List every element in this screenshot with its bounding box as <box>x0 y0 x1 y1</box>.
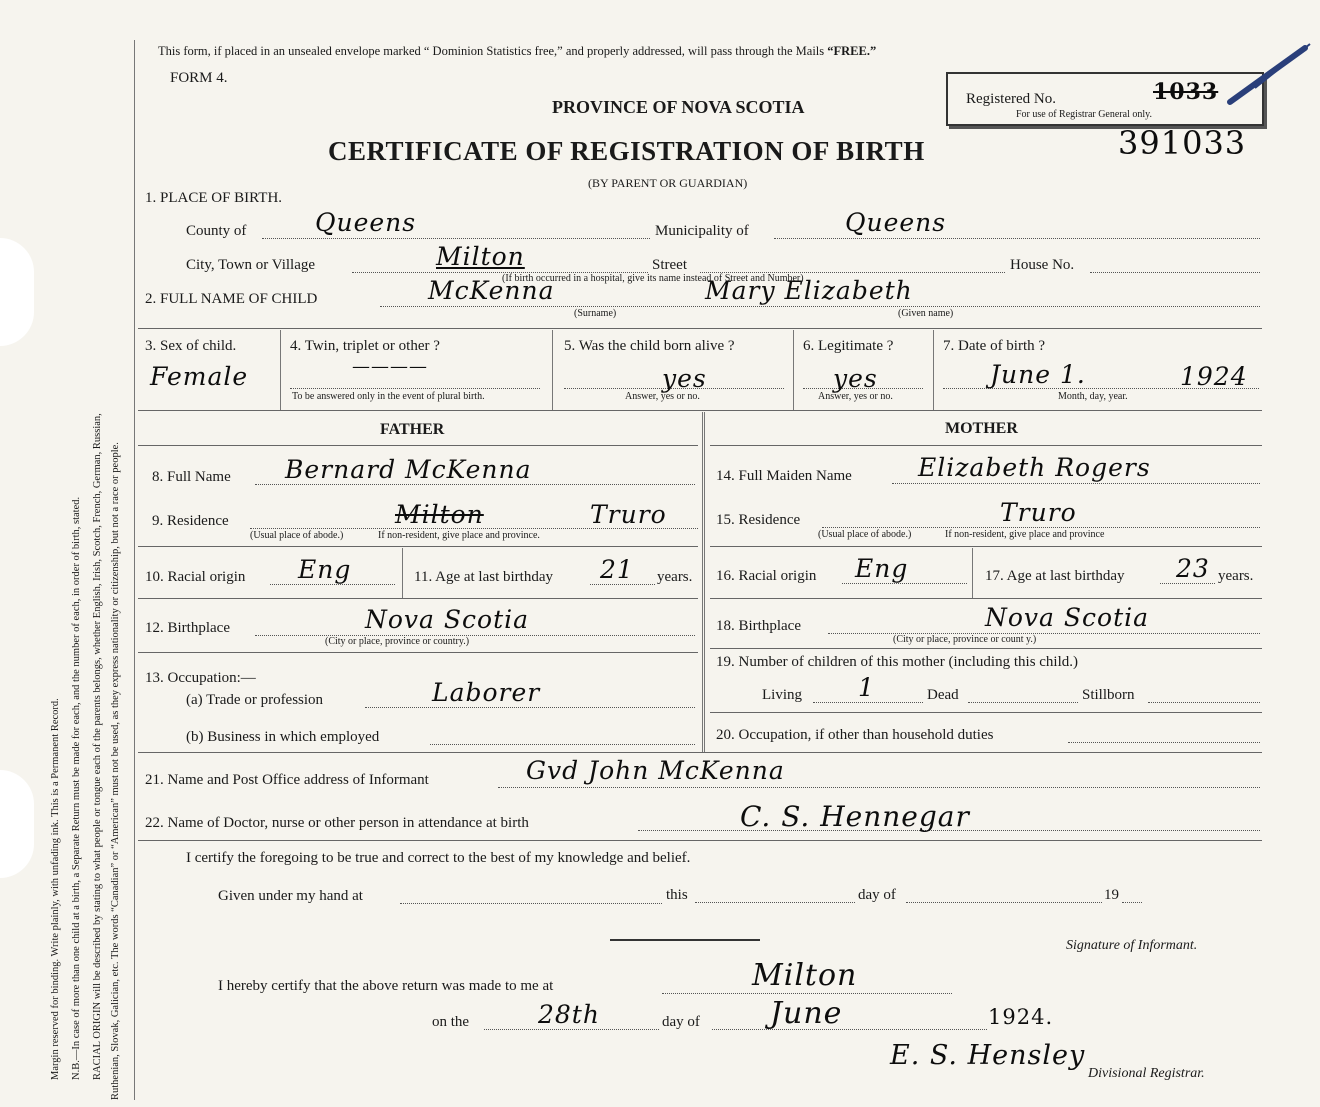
municipality-value: Queens <box>845 208 947 237</box>
mother-children-label: 19. Number of children of this mother (including this child.) <box>716 654 1079 670</box>
page-subtitle: (BY PARENT OR GUARDIAN) <box>588 176 748 190</box>
mother-residence: Truro <box>1000 498 1077 527</box>
father-birthplace: Nova Scotia <box>365 605 530 634</box>
pen-stroke-mark <box>1225 40 1315 110</box>
child-given-name: Mary Elizabeth <box>705 276 913 305</box>
twin-value: ———— <box>352 356 428 377</box>
twin-label: 4. Twin, triplet or other ? <box>290 338 440 354</box>
hereby-place: Milton <box>752 958 858 993</box>
registrar-use-note: For use of Registrar General only. <box>1016 109 1152 120</box>
margin-note-4: Ruthenian, Slovak, Galician, etc. The words “Canadian” or “American” must not be used, as they express nationality or citizenship, but not a race or people. <box>110 442 121 1100</box>
dob-month-day: June 1. <box>990 360 1086 389</box>
mail-note: This form, if placed in an unsealed envelope marked “ Dominion Statistics free,” and properly addressed, will pass through the Mails “FREE.” <box>158 44 877 58</box>
dob-note: Month, day, year. <box>1058 391 1128 402</box>
mother-name-label: 14. Full Maiden Name <box>716 468 852 484</box>
dead-label: Dead <box>927 687 959 703</box>
surname-caption: (Surname) <box>574 308 617 319</box>
father-birthplace-note: (City or place, province or country.) <box>325 636 470 647</box>
father-heading: FATHER <box>380 421 445 438</box>
hospital-note: (If birth occurred in a hospital, give its name instead of Street and Number) <box>502 273 804 284</box>
father-trade: Laborer <box>432 678 541 707</box>
city-value: Milton <box>436 242 525 271</box>
margin-note-1: Margin reserved for binding. Write plainly, with unfading ink. This is a Permanent Record. <box>50 698 61 1080</box>
legitimate-value: yes <box>833 364 878 393</box>
father-residence-struck: Milton <box>395 500 484 529</box>
on-the-label: on the <box>432 1014 470 1030</box>
registered-box <box>946 72 1264 126</box>
doctor-label: 22. Name of Doctor, nurse or other person in attendance at birth <box>145 815 529 831</box>
margin-note-3: RACIAL ORIGIN will be described by stating to what people or tongue each of the parents belongs, whether English, Irish, Scotch, French, German, Russian, <box>92 413 103 1080</box>
margin-note-2: N.B.—In case of more than one child at a birth, a Separate Return must be made for each, and the number of each, in order of birth, stated. <box>71 496 82 1080</box>
registered-label: Registered No. <box>966 91 1056 107</box>
parents-divider <box>702 412 705 752</box>
given-caption: (Given name) <box>898 308 954 319</box>
province-heading: PROVINCE OF NOVA SCOTIA <box>552 97 805 117</box>
mother-residence-note-b: If non-resident, give place and province <box>945 529 1105 540</box>
father-residence-note-b: If non-resident, give place and province. <box>378 530 540 541</box>
hereby-statement: I hereby certify that the above return was made to me at <box>218 978 554 994</box>
day-of-label: day of <box>858 887 896 903</box>
page-title: CERTIFICATE OF REGISTRATION OF BIRTH <box>328 136 925 166</box>
binding-hole-bottom <box>0 770 34 878</box>
registered-number: 1033 <box>1153 79 1219 105</box>
father-occupation-label: 13. Occupation:— <box>145 670 256 686</box>
mother-age: 23 <box>1176 554 1210 583</box>
city-label: City, Town or Village <box>186 257 316 273</box>
legitimate-label: 6. Legitimate ? <box>803 338 894 354</box>
given-under-label: Given under my hand at <box>218 888 363 904</box>
father-birthplace-label: 12. Birthplace <box>145 620 230 636</box>
registration-month: June <box>770 996 843 1031</box>
mother-birthplace-note: (City or place, province or count y.) <box>893 634 1037 645</box>
signature-informant-label: Signature of Informant. <box>1066 938 1198 953</box>
sex-label: 3. Sex of child. <box>145 338 237 354</box>
mother-occupation-label: 20. Occupation, if other than household duties <box>716 727 994 743</box>
father-age-label: 11. Age at last birthday <box>414 569 553 585</box>
certify-statement: I certify the foregoing to be true and correct to the best of my knowledge and belief. <box>186 850 691 866</box>
mother-age-unit: years. <box>1218 568 1254 584</box>
mother-birthplace-label: 18. Birthplace <box>716 618 801 634</box>
father-residence-note-a: (Usual place of abode.) <box>250 530 344 541</box>
registration-year: 1924. <box>988 1005 1054 1029</box>
day-of-label-2: day of <box>662 1014 700 1030</box>
alive-value: yes <box>662 364 707 393</box>
father-race: Eng <box>298 555 352 584</box>
child-surname: McKenna <box>428 276 555 305</box>
child-name-label: 2. FULL NAME OF CHILD <box>145 291 318 307</box>
divisional-registrar-label: Divisional Registrar. <box>1088 1066 1205 1081</box>
county-label: County of <box>186 223 247 239</box>
father-age-unit: years. <box>657 569 693 585</box>
informant-label: 21. Name and Post Office address of Informant <box>145 772 429 788</box>
father-business-label: (b) Business in which employed <box>186 729 380 745</box>
street-label: Street <box>652 257 687 273</box>
dob-label: 7. Date of birth ? <box>943 338 1046 354</box>
living-label: Living <box>762 687 802 703</box>
municipality-label: Municipality of <box>655 223 749 239</box>
doctor-value: C. S. Hennegar <box>740 800 970 833</box>
mother-residence-label: 15. Residence <box>716 512 801 528</box>
binding-hole-top <box>0 238 34 346</box>
father-trade-label: (a) Trade or profession <box>186 692 324 708</box>
this-label: this <box>666 887 688 903</box>
father-name-label: 8. Full Name <box>152 469 231 485</box>
dob-year: 1924 <box>1180 362 1248 391</box>
informant-value: Gvd John McKenna <box>526 756 785 785</box>
year-prefix-label: 19 <box>1104 887 1119 903</box>
registration-day: 28th <box>538 1000 600 1029</box>
legitimate-note: Answer, yes or no. <box>818 391 893 402</box>
mother-race: Eng <box>855 554 909 583</box>
stillborn-label: Stillborn <box>1082 687 1135 703</box>
father-residence: Truro <box>590 500 667 529</box>
form-left-border <box>134 40 135 1100</box>
mother-race-label: 16. Racial origin <box>716 568 817 584</box>
registrar-signature: E. S. Hensley <box>890 1040 1086 1071</box>
mother-birthplace: Nova Scotia <box>985 603 1150 632</box>
county-value: Queens <box>315 208 417 237</box>
mother-age-label: 17. Age at last birthday <box>985 568 1125 584</box>
informant-signature-line <box>610 939 760 941</box>
alive-note: Answer, yes or no. <box>625 391 700 402</box>
alive-label: 5. Was the child born alive ? <box>564 338 735 354</box>
form-number: FORM 4. <box>170 70 228 86</box>
sex-value: Female <box>150 362 249 391</box>
house-label: House No. <box>1010 257 1075 273</box>
father-residence-label: 9. Residence <box>152 513 229 529</box>
file-number: 391033 <box>1118 124 1247 162</box>
mother-name: Elizabeth Rogers <box>918 453 1151 482</box>
father-name: Bernard McKenna <box>285 455 532 484</box>
mother-residence-note-a: (Usual place of abode.) <box>818 529 912 540</box>
mother-heading: MOTHER <box>945 420 1018 437</box>
father-race-label: 10. Racial origin <box>145 569 246 585</box>
place-of-birth-label: 1. PLACE OF BIRTH. <box>145 190 283 206</box>
living-value: 1 <box>858 673 875 702</box>
twin-note: To be answered only in the event of plural birth. <box>292 391 485 402</box>
father-age: 21 <box>600 555 634 584</box>
